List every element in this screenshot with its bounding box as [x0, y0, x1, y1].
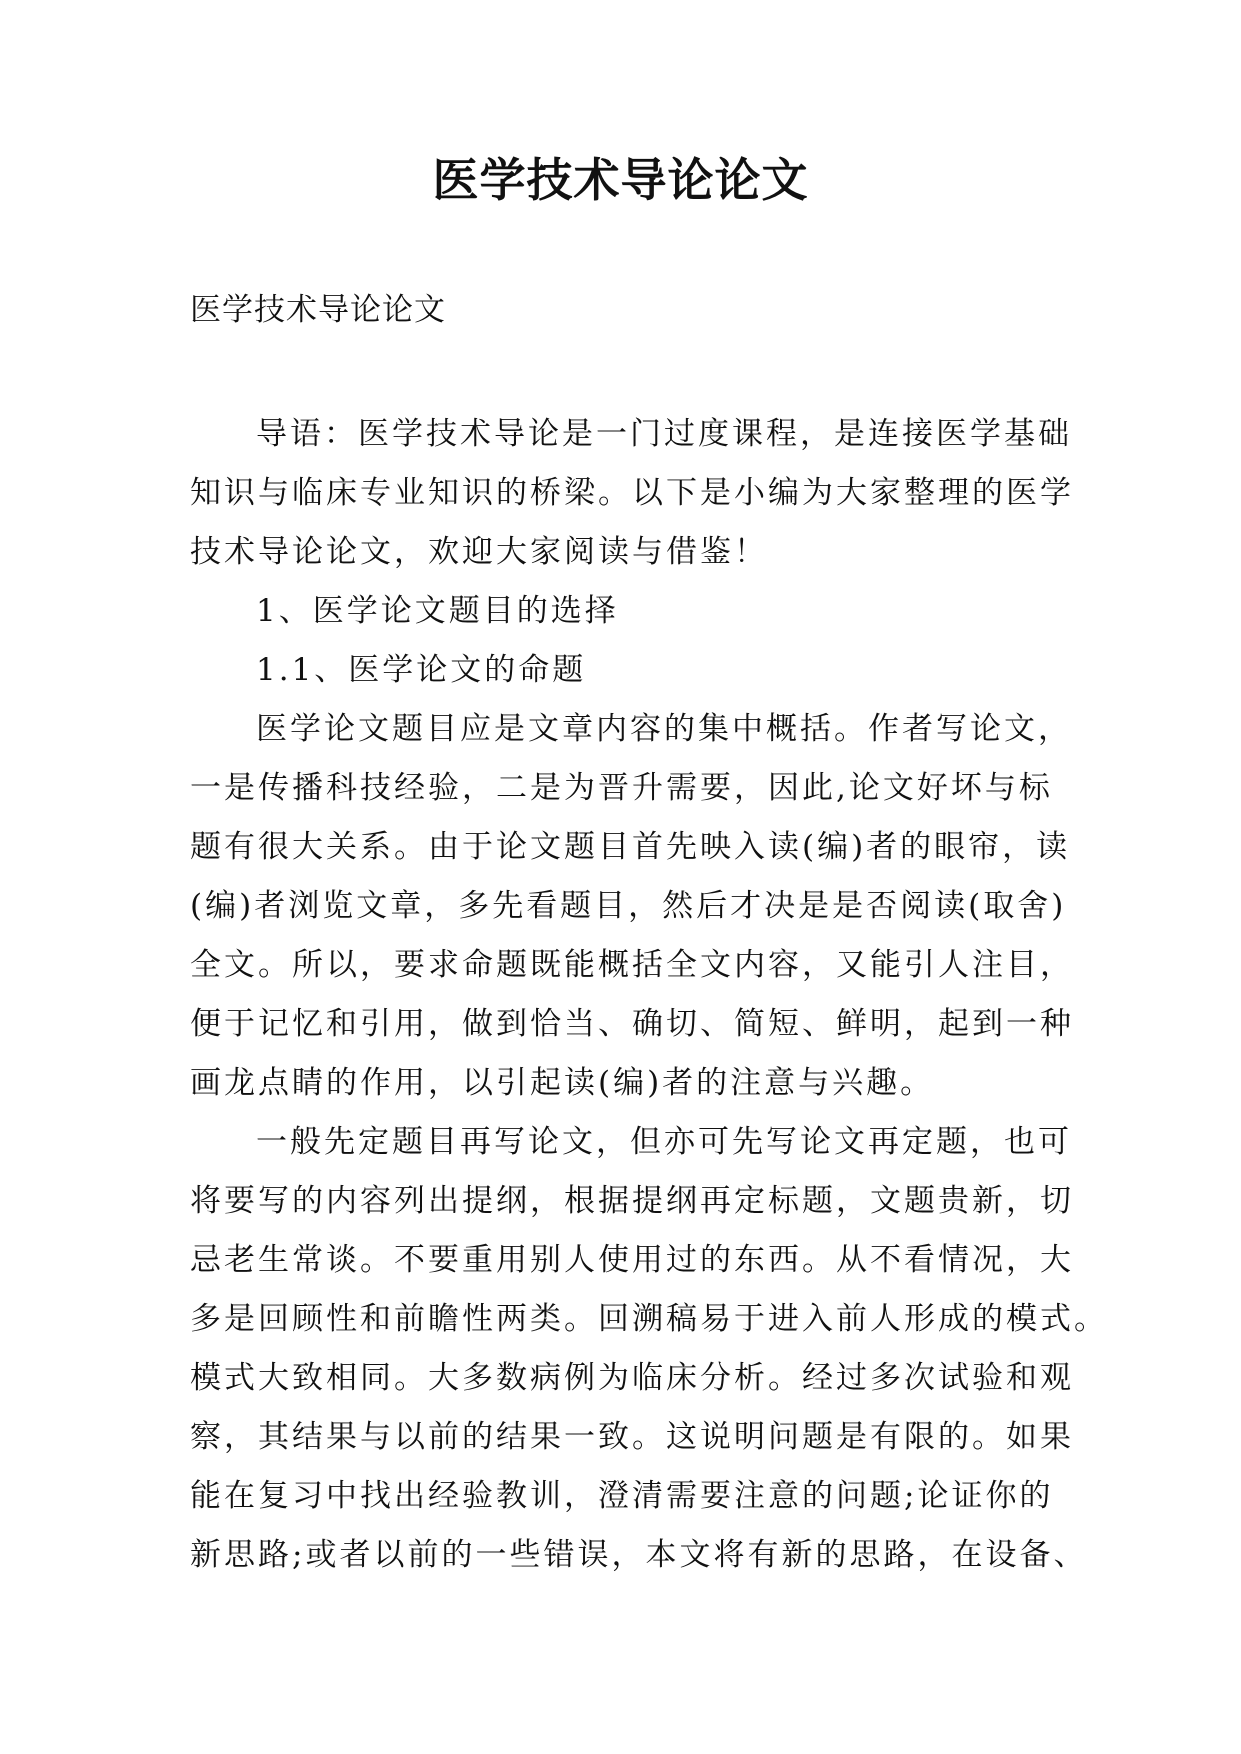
subsection-heading: 1.1、医学论文的命题 — [256, 652, 587, 688]
body-line: 知识与临床专业知识的桥梁。以下是小编为大家整理的医学 — [190, 475, 1074, 511]
body-line: 一般先定题目再写论文，但亦可先写论文再定题，也可 — [256, 1124, 1072, 1160]
body-line: 察，其结果与以前的结果一致。这说明问题是有限的。如果 — [190, 1419, 1074, 1455]
body-line: 多是回顾性和前瞻性两类。回溯稿易于进入前人形成的模式。 — [190, 1301, 1108, 1337]
document-subtitle: 医学技术导论论文 — [190, 292, 446, 328]
body-line: (编)者浏览文章，多先看题目，然后才决是是否阅读(取舍) — [190, 888, 1067, 924]
body-line: 将要写的内容列出提纲，根据提纲再定标题，文题贵新，切 — [190, 1183, 1074, 1219]
body-line: 导语：医学技术导论是一门过度课程，是连接医学基础 — [256, 416, 1072, 452]
section-heading: 1、医学论文题目的选择 — [256, 593, 619, 629]
body-line: 医学论文题目应是文章内容的集中概括。作者写论文， — [256, 711, 1072, 747]
document-body — [190, 405, 1108, 1585]
body-line: 便于记忆和引用，做到恰当、确切、简短、鲜明，起到一种 — [190, 1006, 1074, 1042]
body-line: 画龙点睛的作用，以引起读(编)者的注意与兴趣。 — [190, 1065, 935, 1101]
body-line: 全文。所以，要求命题既能概括全文内容，又能引人注目， — [190, 947, 1074, 983]
body-line: 忌老生常谈。不要重用别人使用过的东西。从不看情况，大 — [190, 1242, 1074, 1278]
body-line: 技术导论论文，欢迎大家阅读与借鉴！ — [190, 534, 768, 570]
document-title: 医学技术导论论文 — [432, 153, 809, 207]
body-line: 能在复习中找出经验教训，澄清需要注意的问题;论证你的 — [190, 1478, 1054, 1514]
body-line: 一是传播科技经验，二是为晋升需要，因此,论文好坏与标 — [190, 770, 1053, 806]
body-line: 题有很大关系。由于论文题目首先映入读(编)者的眼帘，读 — [190, 829, 1071, 865]
body-line: 新思路;或者以前的一些错误，本文将有新的思路，在设备、 — [190, 1537, 1088, 1573]
body-line: 模式大致相同。大多数病例为临床分析。经过多次试验和观 — [190, 1360, 1074, 1396]
